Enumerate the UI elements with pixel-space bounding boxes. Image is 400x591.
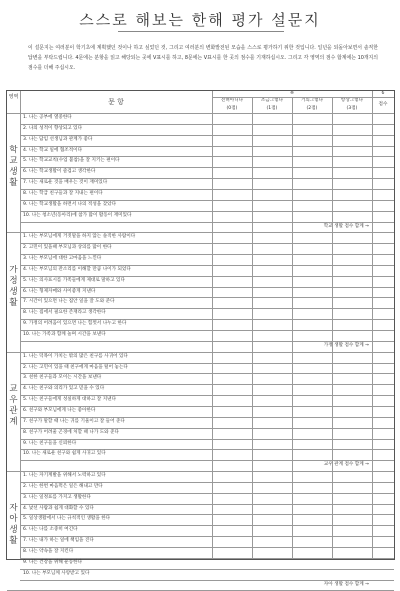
question-item: 1. 나는 덕목이 가치는 밖의 많은 친구를 사귀어 있다 bbox=[23, 353, 128, 359]
question-item: 8. 나는 집에서 필요한 존재라고 생각한다 bbox=[23, 310, 106, 316]
question-item: 5. 나는 학교교칙(수업 불참)을 잘 지키는 편이다 bbox=[23, 158, 120, 164]
header-option-score: (0점) bbox=[226, 106, 238, 111]
question-item: 6. 나는 나를 소중히 여긴다 bbox=[23, 527, 78, 533]
question-item: 8. 친구가 어려울 곤경에 처할 때 나가 도와 준다 bbox=[23, 429, 119, 435]
question-item: 5. 나는 의사표시를 가족들에게 제대로 말하고 있다 bbox=[23, 277, 125, 283]
question-item: 4. 나는 부모님의 잔소리를 이해할 만큼 나이가 되었다 bbox=[23, 266, 131, 272]
column-divider bbox=[20, 91, 21, 559]
question-item: 7. 시간이 있으면 나는 집안 일을 잘 도와 준다 bbox=[23, 299, 115, 305]
question-item: 10. 나는 새로운 친구와 쉽게 사귀고 있다 bbox=[23, 451, 106, 457]
question-item: 2. 고민이 있을때 부모님과 상의를 많이 한다 bbox=[23, 245, 112, 251]
question-item: 7. 나는 내가 하는 일에 책임을 진다 bbox=[23, 538, 94, 544]
header-option-score: (3점) bbox=[346, 106, 358, 111]
question-item: 5. 나는 친구들에게 성실하게 대하고 잘 지낸다 bbox=[23, 397, 117, 403]
section-label: 학교생활 bbox=[9, 145, 18, 189]
question-item: 9. 가정의 어려움이 있으면 나는 힘껏서 나누고 한다 bbox=[23, 321, 127, 327]
column-divider bbox=[252, 97, 253, 559]
column-divider bbox=[292, 97, 293, 559]
section-total-label: 교우 관계 점수 합계 → bbox=[323, 462, 369, 468]
question-item: 9. 나는 학교생활을 하면서 나의 적성을 찾았다 bbox=[23, 201, 117, 207]
question-item: 8. 나는 약속을 잘 지킨다 bbox=[23, 549, 74, 554]
header-area: 영역 bbox=[8, 94, 19, 100]
question-item: 2. 나는 한번 마음먹은 일은 해내고 만다 bbox=[23, 483, 103, 489]
question-item: 3. 친한 친구들과 모이는 시간을 보낸다 bbox=[23, 375, 102, 381]
question-item: 10. 나는 가족과 함께 놀며 시간을 보낸다 bbox=[23, 332, 106, 337]
survey-table bbox=[6, 90, 395, 587]
question-item: 6. 친구와 부모님에게 나는 좋아한다 bbox=[23, 407, 96, 413]
row-divider bbox=[212, 97, 394, 98]
header-option-label: 전혀아니다 bbox=[220, 98, 244, 103]
question-item: 1. 나는 자기계발을 위해서 노력하고 있다 bbox=[23, 473, 106, 479]
question-item: 6. 나는 학교생활이 즐겁고 생각한다 bbox=[23, 169, 96, 175]
question-item: 1. 나는 공부에 열중한다 bbox=[23, 115, 72, 120]
question-item: 8. 나는 학급 친구들과 잘 지내는 편이다 bbox=[23, 190, 103, 196]
question-item: 3. 나는 담임 선생님과 관계가 좋다 bbox=[23, 136, 93, 142]
column-divider bbox=[212, 91, 213, 559]
intro-paragraph: 이 설문지는 여러분이 학기초에 계획했던 것이나 하고 싶었던 것, 그리고 여러분의 변화발전된 모습을 스스로 평가하기 위한 것입니다. 일년을 되돌아보면서 솔직한 답변을 부탁드립니다. 4문에는 분항을 읽고 해당되는 곳에 V표시를 하고, 8문에는 V표시를 한 곳의 점수를 기재하십시오. 그리고 각 영역의 점수 합계에는 10개지의 점수를 더해 주십시오. bbox=[28, 45, 378, 72]
section-label: 교우관계 bbox=[9, 383, 18, 427]
question-item: 4. 나는 학교 일에 협조적이다 bbox=[23, 147, 83, 153]
header-option-label: 조금그렇다 bbox=[260, 98, 284, 103]
header-score: 점수 bbox=[378, 102, 388, 107]
header-answer-group: ※ bbox=[290, 91, 294, 96]
header-question: 문 항 bbox=[108, 98, 124, 106]
question-item: 3. 나는 일정표를 가지고 생활한다 bbox=[23, 494, 91, 500]
question-item: 2. 나의 성적이 향상되고 있다 bbox=[23, 125, 83, 131]
page-title: 스스로 해보는 한해 평가 설문지 bbox=[79, 11, 321, 29]
column-divider bbox=[332, 97, 333, 559]
question-item: 3. 나는 부모님에 대한 고마움을 느낀다 bbox=[23, 256, 102, 262]
section-label: 자아생활 bbox=[9, 503, 18, 547]
header-option-score: (1점) bbox=[266, 106, 278, 111]
column-divider bbox=[372, 91, 373, 559]
section-total-label: 학교 생활 점수 합계 → bbox=[323, 223, 369, 229]
section-total-label: 가정 생활 점수 합계 → bbox=[323, 342, 369, 348]
question-item: 9. 나는 친구들을 신뢰한다 bbox=[23, 440, 77, 446]
title-underline bbox=[118, 31, 284, 32]
question-item: 2. 나는 고민이 있을 때 친구에게 마음을 털어 놓는다 bbox=[23, 364, 128, 370]
question-item: 5. 일상생활에서 나는 규칙적인 생활을 한다 bbox=[23, 516, 111, 522]
section-total-label: 자아 생활 점수 합계 → bbox=[323, 581, 369, 587]
header-option-score: (2점) bbox=[306, 106, 318, 111]
question-item: 6. 나는 형제자매와 사이좋게 지낸다 bbox=[23, 288, 96, 294]
question-item: 1. 나는 부모님에게 거짓말을 하지 않는 솔직한 사람이다 bbox=[23, 234, 136, 240]
question-item: 4. 나는 친구와 의리가 있고 믿을 수 있다 bbox=[23, 386, 105, 392]
question-item: 9. 나는 건강을 위해 운동한다 bbox=[23, 559, 83, 565]
question-item: 7. 나는 새로운 것을 배우는 것이 재미있다 bbox=[23, 180, 108, 186]
header-option-label: 항상그렇다 bbox=[340, 98, 364, 103]
question-item: 4. 낯선 사람과 쉽게 대화할 수 있다 bbox=[23, 505, 94, 511]
question-item: 10. 나는 청소년(동아리)에 참가 많이 활동이 재미있다 bbox=[23, 212, 132, 218]
header-top-right: 6 bbox=[381, 91, 385, 96]
question-item: 10. 나는 부모님께 사랑받고 있다 bbox=[23, 570, 90, 576]
header-option-label: 거의그렇다 bbox=[300, 98, 324, 103]
question-item: 7. 친구가 말할 때 나는 귀를 기울이고 잘 들어 준다 bbox=[23, 418, 125, 424]
section-label: 가정생활 bbox=[9, 264, 18, 308]
